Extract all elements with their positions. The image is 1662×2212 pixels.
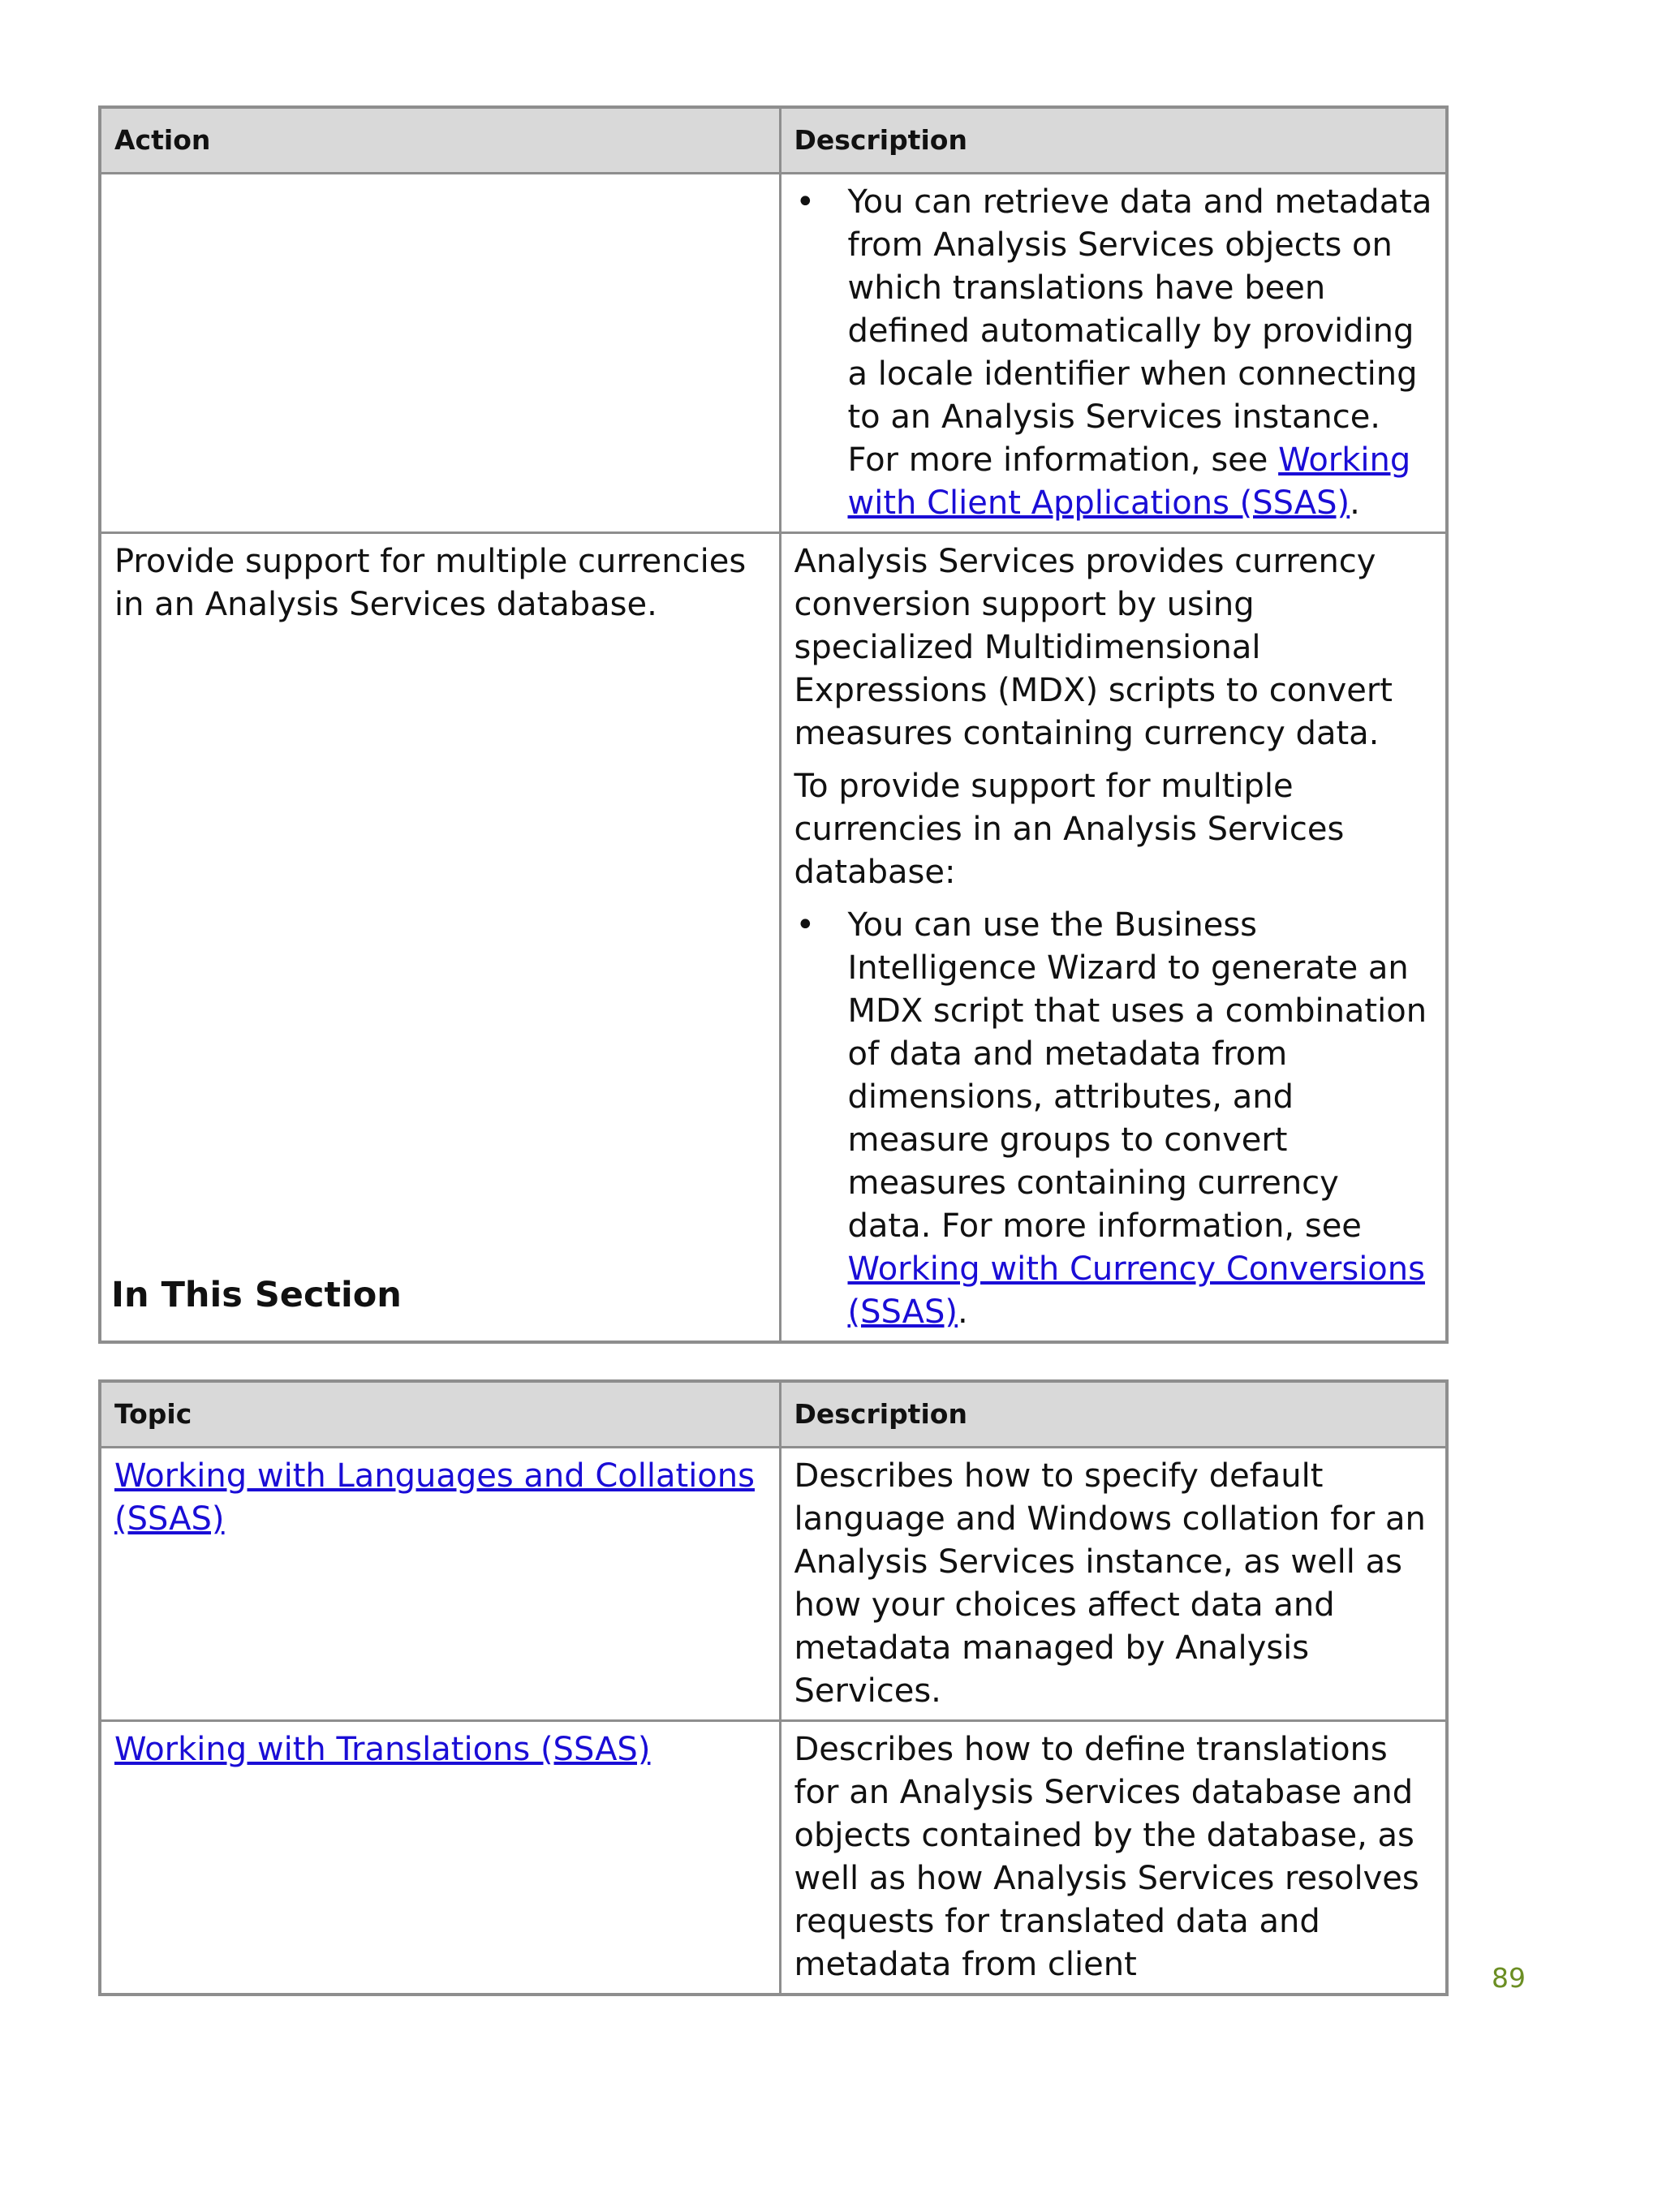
header-description: Description <box>780 107 1447 174</box>
list-item <box>794 181 1433 525</box>
bullet-list <box>794 181 1433 525</box>
table-row <box>100 533 1447 1343</box>
topic-description-table <box>98 1379 1449 1996</box>
link-working-with-translations[interactable]: Working with Translations (SSAS) <box>114 1731 651 1768</box>
bullet-end: . <box>1350 484 1360 522</box>
header-topic: Topic <box>100 1381 780 1448</box>
table-header-row <box>100 107 1447 174</box>
list-item <box>794 904 1433 1334</box>
bullet-end: . <box>958 1293 968 1331</box>
topic-cell <box>100 1448 780 1721</box>
description-paragraph: Analysis Services provides currency conversion support by using specialized Multidimensional Expressions (MDX) scripts to convert measures containing currency data. <box>794 543 1393 752</box>
table-header-row <box>100 1381 1447 1448</box>
description-cell: Describes how to define translations for an Analysis Services database and objects contained by the database, as well as how Analysis Services resolves requests for translated data and metadata from client <box>780 1721 1447 1995</box>
table-row <box>100 1721 1447 1995</box>
header-action: Action <box>100 107 780 174</box>
action-cell: Provide support for multiple currencies in an Analysis Services database. <box>100 533 780 1343</box>
page-number: 89 <box>1492 1962 1526 1994</box>
description-cell <box>780 174 1447 533</box>
action-cell-empty <box>100 174 780 533</box>
description-paragraph: To provide support for multiple currencies in an Analysis Services database: <box>794 768 1345 891</box>
link-working-with-currency-conversions[interactable]: Working with Currency Conversions (SSAS) <box>847 1250 1425 1331</box>
bullet-text: You can retrieve data and metadata from Analysis Services objects on which translations have been defined automatically by providing a locale identifier when connecting to an Analysis Services instance. For more information, see <box>847 183 1432 479</box>
description-cell: Describes how to specify default language and Windows collation for an Analysis Services instance, as well as how your choices affect data and metadata managed by Analysis Services. <box>780 1448 1447 1721</box>
header-description: Description <box>780 1381 1447 1448</box>
bullet-text: You can use the Business Intelligence Wizard to generate an MDX script that uses a combination of data and metadata from dimensions, attributes, and measure groups to convert measures containing currency data. For more information, see <box>847 906 1427 1245</box>
table-row <box>100 174 1447 533</box>
link-working-with-languages-and-collations[interactable]: Working with Languages and Collations (SSAS) <box>114 1457 755 1538</box>
description-cell <box>780 533 1447 1343</box>
action-description-table <box>98 105 1449 1344</box>
section-heading: In This Section <box>111 1275 402 1315</box>
table-row <box>100 1448 1447 1721</box>
link-working-with-client-applications[interactable]: Working with Client Applications (SSAS) <box>847 441 1411 522</box>
bullet-list <box>794 904 1433 1334</box>
topic-cell <box>100 1721 780 1995</box>
